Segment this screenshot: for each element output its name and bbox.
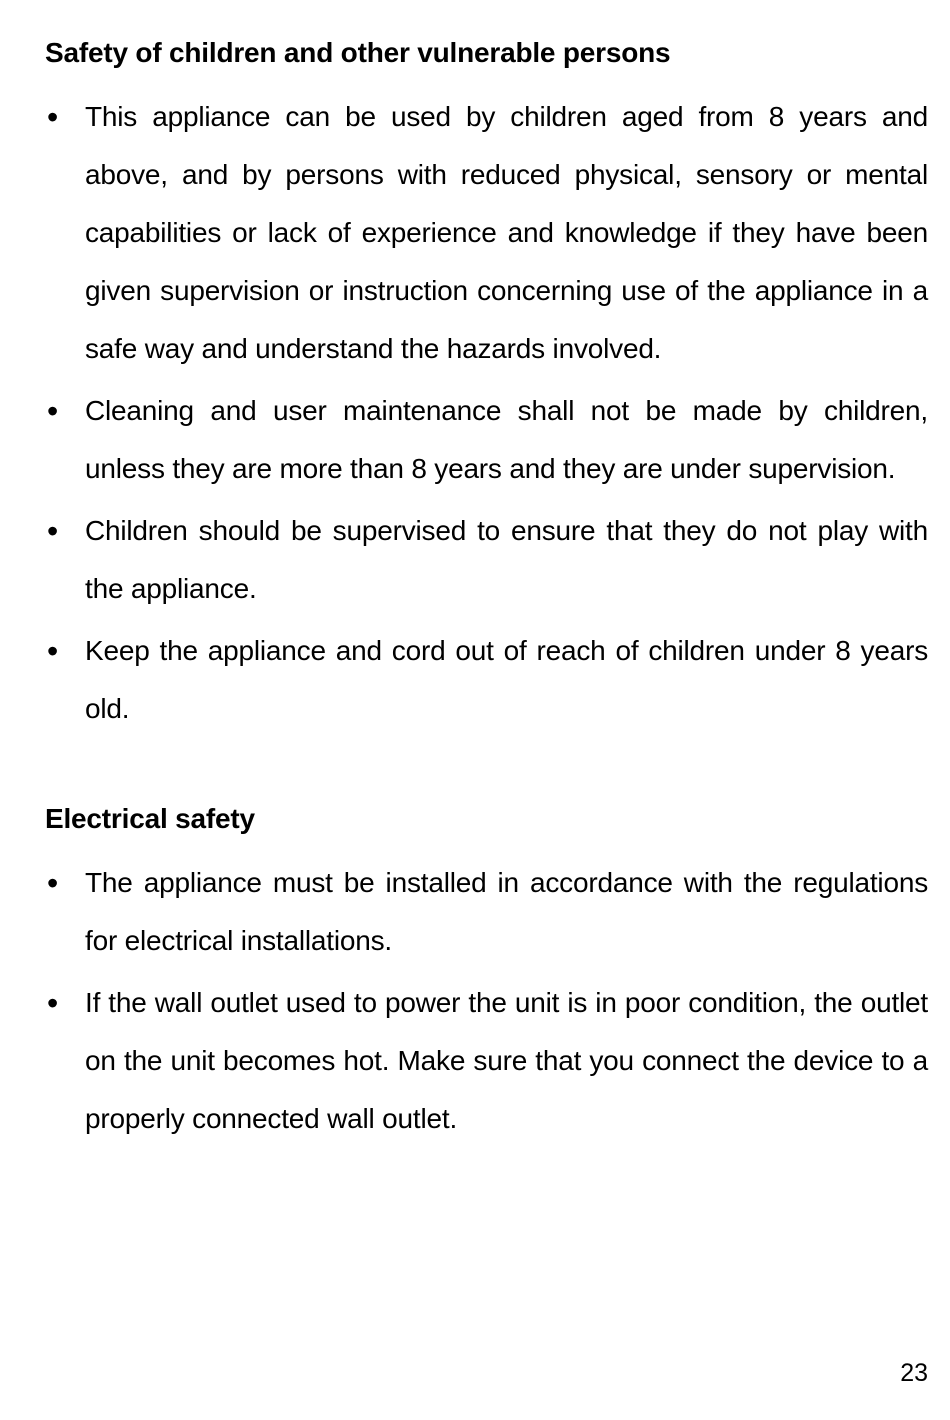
section-electrical-safety (45, 802, 928, 1148)
list-item (45, 622, 928, 738)
section-title-children-safety: Safety of children and other vulnerable persons (45, 37, 671, 68)
section-title-electrical-safety: Electrical safety (45, 803, 255, 834)
list-item (45, 854, 928, 970)
bullet-list-children-safety (45, 88, 928, 738)
section-children-safety (45, 36, 928, 738)
bullet-icon: • (47, 985, 59, 1021)
bullet-icon: • (47, 513, 59, 549)
list-item (45, 382, 928, 498)
bullet-text-wall-outlet: If the wall outlet used to power the unit is in poor condition, the outlet on the unit becomes hot. Make sure that you connect the device to a properly connected wall outlet. (85, 987, 928, 1134)
list-item (45, 974, 928, 1148)
bullet-icon: • (47, 865, 59, 901)
bullet-icon: • (47, 99, 59, 135)
page-number: 23 (900, 1359, 928, 1387)
bullet-text-age-use: This appliance can be used by children aged from 8 years and above, and by persons with reduced physical, sensory or mental capabilities or lack of experience and knowledge if they have been given supervision or instruction concerning use of the appliance in a safe way and understand the hazards involved. (85, 101, 928, 364)
bullet-text-supervision: Children should be supervised to ensure that they do not play with the appliance. (85, 515, 928, 604)
bullet-text-cleaning: Cleaning and user maintenance shall not be made by children, unless they are more than 8 years and they are under supervision. (85, 395, 928, 484)
bullet-text-installation: The appliance must be installed in accordance with the regulations for electrical installations. (85, 867, 928, 956)
list-item (45, 88, 928, 378)
bullet-icon: • (47, 633, 59, 669)
bullet-icon: • (47, 393, 59, 429)
bullet-list-electrical-safety (45, 854, 928, 1148)
bullet-text-cord-reach: Keep the appliance and cord out of reach of children under 8 years old. (85, 635, 928, 724)
list-item (45, 502, 928, 618)
